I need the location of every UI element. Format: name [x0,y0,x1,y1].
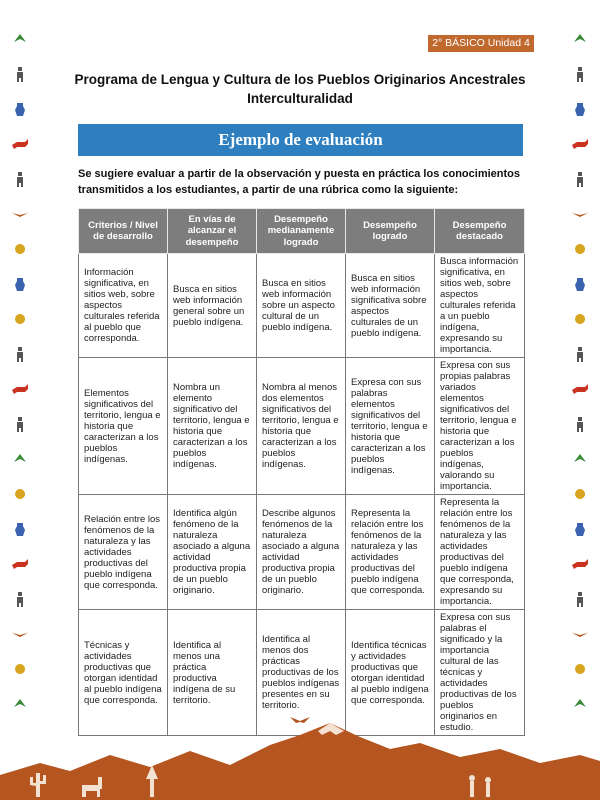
table-cell: Expresa con sus palabras elementos significativos del territorio, lengua e historia que caracterizan a los pueblos indígenas. [346,358,435,495]
table-cell: Nombra un elemento significativo del territorio, lengua e historia que caracterizan a los pueblos indígenas. [168,358,257,495]
grade-unit-badge: 2° BÁSICO Unidad 4 [428,35,534,52]
banner-text: Ejemplo de evaluación [218,130,383,149]
figure-icon [571,590,589,608]
left-decorative-border [8,30,32,730]
sun-icon [571,310,589,328]
header-level-4: Desempeño destacado [435,209,525,254]
table-cell: Busca información significativa, en sitios web, sobre aspectos culturales referida a un pueblo indígena, expresando su importancia. [435,254,525,358]
table-cell: Expresa con sus palabras el significado y la importancia cultural de las técnicas y actividades productivas de los pueblos originarios en estudio. [435,610,525,736]
vase-icon [11,100,29,118]
bird-icon [571,30,589,48]
vase-icon [571,275,589,293]
table-cell: Describe algunos fenómenos de la naturaleza asociado a alguna actividad productiva propia de un pueblo originario. [257,495,346,610]
table-cell: Identifica algún fenómeno de la naturaleza asociado a alguna actividad productiva propia de un pueblo originario. [168,495,257,610]
table-row [79,254,525,358]
intro-paragraph: Se sugiere evaluar a partir de la observación y puesta en práctica los conocimientos transmitidos a los estudiantes, a partir de una rúbrica como la siguiente: [78,168,521,196]
header-level-1: En vías de alcanzar el desempeño [168,209,257,254]
fox-icon [11,555,29,573]
vase-icon [571,520,589,538]
figure-icon [571,345,589,363]
figure-icon [11,415,29,433]
condor-icon [11,625,29,643]
sun-icon [571,240,589,258]
bird-icon [571,695,589,713]
landscape-footer-illustration [0,715,600,800]
condor-icon [11,205,29,223]
table-cell: Identifica al menos una práctica productiva indígena de su territorio. [168,610,257,736]
figure-icon [11,170,29,188]
right-decorative-border [568,30,592,730]
header-level-2: Desempeño medianamente logrado [257,209,346,254]
sun-icon [571,485,589,503]
bird-icon [11,30,29,48]
title-line-2: Interculturalidad [247,91,353,106]
table-cell: Busca en sitios web información sobre un aspecto cultural de un pueblo indígena. [257,254,346,358]
table-cell: Busca en sitios web información general sobre un pueblo indígena. [168,254,257,358]
fox-icon [11,380,29,398]
sun-icon [11,660,29,678]
rubric-table [78,208,525,736]
table-cell: Expresa con sus propias palabras variados elementos significativos del territorio, lengua e historia que caracterizan a los pueblos indígenas, valorando su importancia. [435,358,525,495]
table-cell: Técnicas y actividades productivas que otorgan identidad al pueblo indígena que corresponda. [79,610,168,736]
page-title [60,70,540,108]
sun-icon [11,310,29,328]
figure-icon [11,345,29,363]
figure-icon [11,65,29,83]
header-criteria: Criterios / Nivel de desarrollo [79,209,168,254]
figure-icon [571,65,589,83]
title-line-1: Programa de Lengua y Cultura de los Pueblos Originarios Ancestrales [74,72,526,87]
bird-icon [11,450,29,468]
bird-icon [571,450,589,468]
condor-icon [571,625,589,643]
rubric-header-row [79,209,525,254]
figure-icon [571,170,589,188]
table-row [79,495,525,610]
vase-icon [571,100,589,118]
table-cell: Nombra al menos dos elementos significativos del territorio, lengua e historia que caracterizan a los pueblos indígenas. [257,358,346,495]
bird-icon [11,695,29,713]
header-level-3: Desempeño logrado [346,209,435,254]
figure-icon [571,415,589,433]
condor-icon [571,205,589,223]
table-row [79,358,525,495]
table-cell: Representa la relación entre los fenómenos de la naturaleza y las actividades productivas del pueblo indígena que corresponda. [346,495,435,610]
fox-icon [11,135,29,153]
figure-icon [11,590,29,608]
table-cell: Relación entre los fenómenos de la naturaleza y las actividades productivas del pueblo indígena que corresponda. [79,495,168,610]
vase-icon [11,275,29,293]
fox-icon [571,135,589,153]
vase-icon [11,520,29,538]
table-cell: Identifica técnicas y actividades productivas que otorgan identidad al pueblo indígena que corresponda. [346,610,435,736]
table-cell: Busca en sitios web información significativa sobre aspectos culturales de un pueblo indígena. [346,254,435,358]
fox-icon [571,555,589,573]
table-cell: Elementos significativos del territorio, lengua e historia que caracterizan a los pueblos indígenas. [79,358,168,495]
table-cell: Identifica al menos dos prácticas productivas de los pueblos indígenas presentes en su territorio. [257,610,346,736]
section-banner [78,124,523,156]
sun-icon [571,660,589,678]
sun-icon [11,240,29,258]
condor-icon [290,717,310,723]
fox-icon [571,380,589,398]
table-cell: Representa la relación entre los fenómenos de la naturaleza y las actividades productivas del pueblo indígena que corresponda, expresando su importancia. [435,495,525,610]
sun-icon [11,485,29,503]
table-cell: Información significativa, en sitios web, sobre aspectos culturales referida al pueblo que corresponda. [79,254,168,358]
